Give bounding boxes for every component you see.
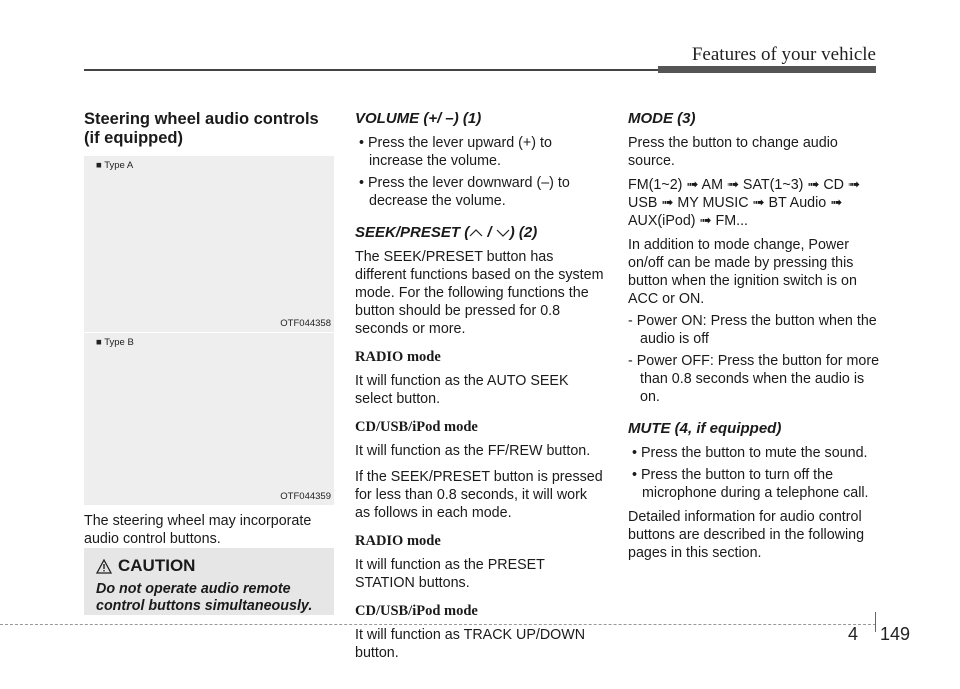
chevron-down-icon: [496, 228, 510, 238]
cd-mode-heading-2: CD/USB/iPod mode: [355, 603, 478, 619]
list-item: • Press the button to turn off the microphone during a telephone call.: [632, 467, 869, 501]
detail-text: Detailed information for audio control buttons are described in the following pages in this section.: [628, 509, 865, 561]
radio-mode-text-2: It will function as the PRESET STATION buttons.: [355, 557, 545, 591]
cd-mode-text: It will function as the FF/REW button.: [355, 443, 591, 459]
chapter-number: 4: [848, 624, 859, 644]
figure-a-label: ■ Type A: [96, 160, 134, 171]
list-item: - Power OFF: Press the button for more than 0.8 seconds when the audio is on.: [628, 353, 880, 405]
seek-heading-pre: SEEK/PRESET (: [355, 224, 470, 241]
chevron-up-icon: [469, 228, 483, 238]
warning-icon: [96, 559, 112, 574]
short-press-text: If the SEEK/PRESET button is pressed for less than 0.8 seconds, it will work as follows in each mode.: [355, 469, 603, 521]
mode-heading: MODE (3): [628, 110, 696, 127]
mute-list: [628, 444, 880, 502]
figure-type-b: [84, 333, 334, 505]
figure-b-code: OTF044359: [280, 491, 331, 502]
mute-heading: MUTE (4, if equipped): [628, 420, 782, 437]
volume-list: [355, 134, 605, 210]
volume-heading: VOLUME (+/ –) (1): [355, 110, 482, 127]
mode-sequence: FM(1~2) ➟ AM ➟ SAT(1~3) ➟ CD ➟ USB ➟ MY MUSIC ➟ BT Audio ➟ AUX(iPod) ➟ FM...: [628, 177, 860, 229]
middle-column: [355, 110, 605, 662]
figure-a-code: OTF044358: [280, 318, 331, 329]
seek-heading-post: ) (2): [509, 224, 538, 241]
figure-type-a: [84, 156, 334, 332]
section-heading: Steering wheel audio controls (if equipped): [84, 110, 319, 147]
right-column: [628, 110, 880, 562]
left-column: [84, 110, 334, 148]
power-list: [628, 312, 880, 406]
list-item: • Press the lever upward (+) to increase the volume.: [359, 135, 552, 169]
header-bar: [658, 66, 876, 73]
page-number: 149: [880, 624, 911, 644]
footer-rule: [0, 624, 876, 625]
mode-text: Press the button to change audio source.: [628, 135, 838, 169]
seek-heading: SEEK/PRESET ( / ) (2): [355, 224, 538, 241]
radio-mode-heading-2: RADIO mode: [355, 533, 441, 549]
mode-power-text: In addition to mode change, Power on/off can be made by pressing this button when the ignition switch is on ACC or ON.: [628, 237, 857, 307]
radio-mode-heading: RADIO mode: [355, 349, 441, 365]
radio-mode-text: It will function as the AUTO SEEK select button.: [355, 373, 569, 407]
figure-b-label: ■ Type B: [96, 337, 134, 348]
caution-title: CAUTION: [118, 556, 196, 575]
cd-mode-heading: CD/USB/iPod mode: [355, 419, 478, 435]
cd-mode-text-2: It will function as TRACK UP/DOWN button.: [355, 627, 586, 661]
seek-intro: The SEEK/PRESET button has different functions based on the system mode. For the following functions the button should be pressed for 0.8 seconds or more.: [355, 249, 604, 337]
list-item: • Press the lever downward (–) to decrease the volume.: [359, 175, 570, 209]
header-title: Features of your vehicle: [691, 44, 876, 65]
caution-text: Do not operate audio remote control buttons simultaneously.: [96, 581, 313, 614]
intro-paragraph: The steering wheel may incorporate audio control buttons.: [84, 513, 312, 547]
list-item: - Power ON: Press the button when the audio is off: [628, 313, 877, 347]
caution-box: [84, 548, 334, 615]
list-item: • Press the button to mute the sound.: [632, 445, 868, 461]
footer-tick: [875, 612, 876, 632]
